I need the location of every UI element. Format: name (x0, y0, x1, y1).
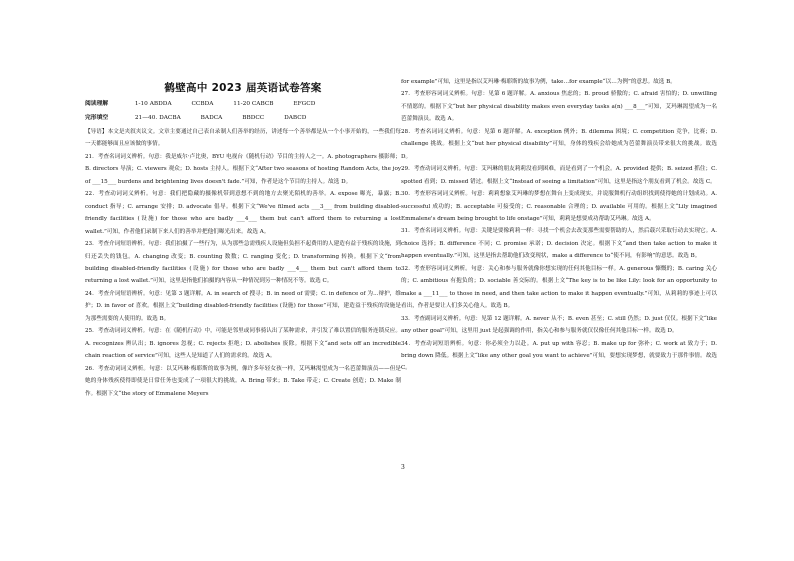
left-column (85, 126, 401, 400)
answer-key-group: BADCA (200, 115, 223, 121)
explanation-paragraph: 29．考查动词词义辨析。句意：艾玛琳的朋友莉莉没看到困难，而是看到了一个机会。A. provided 提供；B. seized 抓住；C. spotted 看到；D. missed 错过。根据上文“Instead of seeing a limitation”可知，这里是指这个朋友看到了机会。故选 C。 (401, 166, 717, 185)
answer-key-group: DABCD (284, 115, 307, 121)
answer-key-label: 阅读理解 (85, 101, 109, 107)
explanation-paragraph: 30．考查形容词词义辨析。句意：莉莉想象艾玛琳的梦想在舞台上变成现实，并说服舞机行动组织找到使得她的计划成功。A. successful 成功的；B. acceptable 可接受的；C. reasonable 合理的；D. available 可用的。根据上文“Lily imagined Emmalene's dream being brought to life onstage”可知，莉莉是想要成功帮助艾玛琳。故选 A。 (401, 191, 717, 222)
answer-key-cloze (85, 112, 401, 124)
explanation-paragraph: 27．考查形容词词义辨析。句意：见第 6 题详解。A. anxious 焦虑的；B. proud 骄傲的；C. afraid 害怕的；D. unwilling 不情愿的。根据下文“but her physical disability makes even everyday tasks a(n) ___8___”可知，艾玛琳渴望成为一名芭蕾舞演员。故选 A。 (401, 91, 717, 123)
answer-key-group: 21—40. DACBA (134, 115, 181, 121)
right-column (401, 76, 717, 375)
answer-key-group: 1-10 ABDDA (134, 101, 172, 107)
answer-key-group: EFGCD (293, 101, 316, 107)
explanation-paragraph: for example”可知，这里是指以艾玛琳·梅耶斯的故事为例，take…for example“以…为例”的意思。故选 B。 (401, 79, 676, 85)
page-number: 3 (401, 464, 405, 471)
explanation-paragraph: 32．考查形容词词义辨析。句意：关心和参与服务就像你想实现的任何其他目标一样。A. generous 慷慨的；B. caring 关心的；C. ambitious 有抱负的；D. sociable 善交际的。根据上文“The key is to be like Lily: look for an opportunity to make a ___11___ to those in need, and then take action to make it happen eventually.”可知，从莉莉的事迹上可以看出，作者是要让人们多关心他人。故选 B。 (401, 265, 717, 310)
answer-key-group: 11-20 CABCB (233, 101, 274, 107)
explanation-paragraph: 24．考查介词短语辨析。句意：见第 3 题详解。A. in search of 搜寻；B. in need of 需要；C. in defence of 为...辩护，维护；D. in favor of 喜欢。根据上文“building disabled-friendly facilities (设施) for those”可知，建造益于残疾的设施是为那些需要的人使用的。故选 B。 (85, 290, 401, 322)
explanation-paragraph: 21．考查名词词义辨析。句意：我是威尔·卢比奥，BYU 电视台《随机行动》节目的主持人之一。A. photographers 摄影师；B. directors 导演；C. viewers 观众；D. hosts 主持人。根据下文“After two seasons of hosting Random Acts, the joy of ___15___ burdens and brightening lives doesn't fade.”可知，作者是这个节目的主持人。故选 D。 (85, 153, 401, 185)
explanation-paragraph: 33．考查副词词义辨析。句意：见第 12 题详解。A. never 从不；B. even 甚至；C. still 仍然；D. just 仅仅。根据下文“like any other goal”可知，这里用 just 是起强调的作用，指关心和参与服务就仅仅像任何其他目标一样。故选 D。 (401, 315, 717, 335)
explanation-paragraph: 【导语】本文是夹叙夹议文。文章主要通过自己表自录制人们善举的经历，讲述每一个善举都是从一个小事开始的，一些我们每一天都能够面且应该做的事情。 (85, 129, 401, 148)
answer-key-label: 完形填空 (85, 115, 109, 121)
explanation-paragraph: 26．考查动词词义辨析。句意：以艾玛琳·梅耶斯的故事为例，像许多年轻女孩一样，艾玛琳渴望成为一名芭蕾舞演员——但是她的身体残疾使得即使是日常任务也变成了一项很大的挑战。A. Bring 带来；B. Take 带走；C. Create 创造；D. Make 制作。根据下文“the story of Emmalene Meyers (85, 365, 401, 397)
answer-key-group: BBDCC (242, 115, 265, 121)
explanation-paragraph: 31．考查名词词义辨析。句意：关键是要像莉莉一样：寻找一个机会去改变那些需要帮助的人，然后载兴采取行动去实现它。A. choice 选择；B. difference 不同；C. promise 承诺；D. decision 决定。根据下文“and then take action to make it happen eventually.”可知，这里是指去帮助他们改变现状，make a difference to“使不同，有影响”的意思。故选 B。 (401, 228, 717, 260)
document-title: 鹤壁高中 2023 届英语试卷答案 (164, 82, 322, 94)
explanation-paragraph: 34．考查动词短语辨析。句意：你必须全力以赴。A. put up with 容忍；B. make up for 弥补；C. work at 致力于；D. bring down 降低。根据上文“like any other goal you want to achieve”可知，要想实现梦想，就要致力于那件事情。故选 C。 (401, 340, 717, 372)
explanation-paragraph: 28．考查名词词义辨析。句意：见第 6 题详解。A. exception 例外；B. dilemma 困境；C. competition 竞争，比赛；D. challenge 挑战。根据上文“but her physical disability”可知，身体的残疾会给她成为芭蕾舞演员带来很大的挑战。故选 D。 (401, 128, 717, 160)
answer-key-group: CCBDA (191, 101, 214, 107)
explanation-paragraph: 23．考查介词短语辨析。句意：我们拍摄了一些行为，从为那些急需残疾人设施但负担不起费用的人建造有益于残疾的设施，到归还丢失的钱包。A. changing 改变；B. counting 数数；C. ranging 变化；D. transforming 转换。根据下文“from building disabled-friendly facilities (设施) for those who are badly ___4___ them but can't afford them to returning a lost wallet.”可知，这里是指他们拍摄的内容从一种情况到另一种情况不等。故选 C。 (85, 241, 401, 285)
explanation-paragraph: 25．考查动词词义辨析。句意：在《随机行动》中，可能是邻里或同事骑认出了某种需求，并引发了难以置信的服务连锁反应。A. recognizes 辨认出；B. ignores 忽视；C. rejects 拒绝；D. abolishes 废除。根据下文“and sets off an incredible chain reaction of service”可知，这些人是知道了人们的需求的。故选 A。 (85, 328, 401, 360)
answer-key-reading (85, 98, 401, 110)
explanation-paragraph: 22．考查动词词义辨析。句意：我们把隐藏的摄像机带到意想不到的地方去聚光陌机的善举。A. expose 曝光，暴露；B. conduct 指导；C. arrange 安排；D. advocate 倡导。根据下文“We've filmed acts ___3___ from building disabled-friendly facilities (设施) for those who are badly ___4___ them but can't afford them to returning a lost wallet.”可知，作者他们录制下来人们的善举并把他们曝光出来。故选 A。 (85, 191, 401, 235)
